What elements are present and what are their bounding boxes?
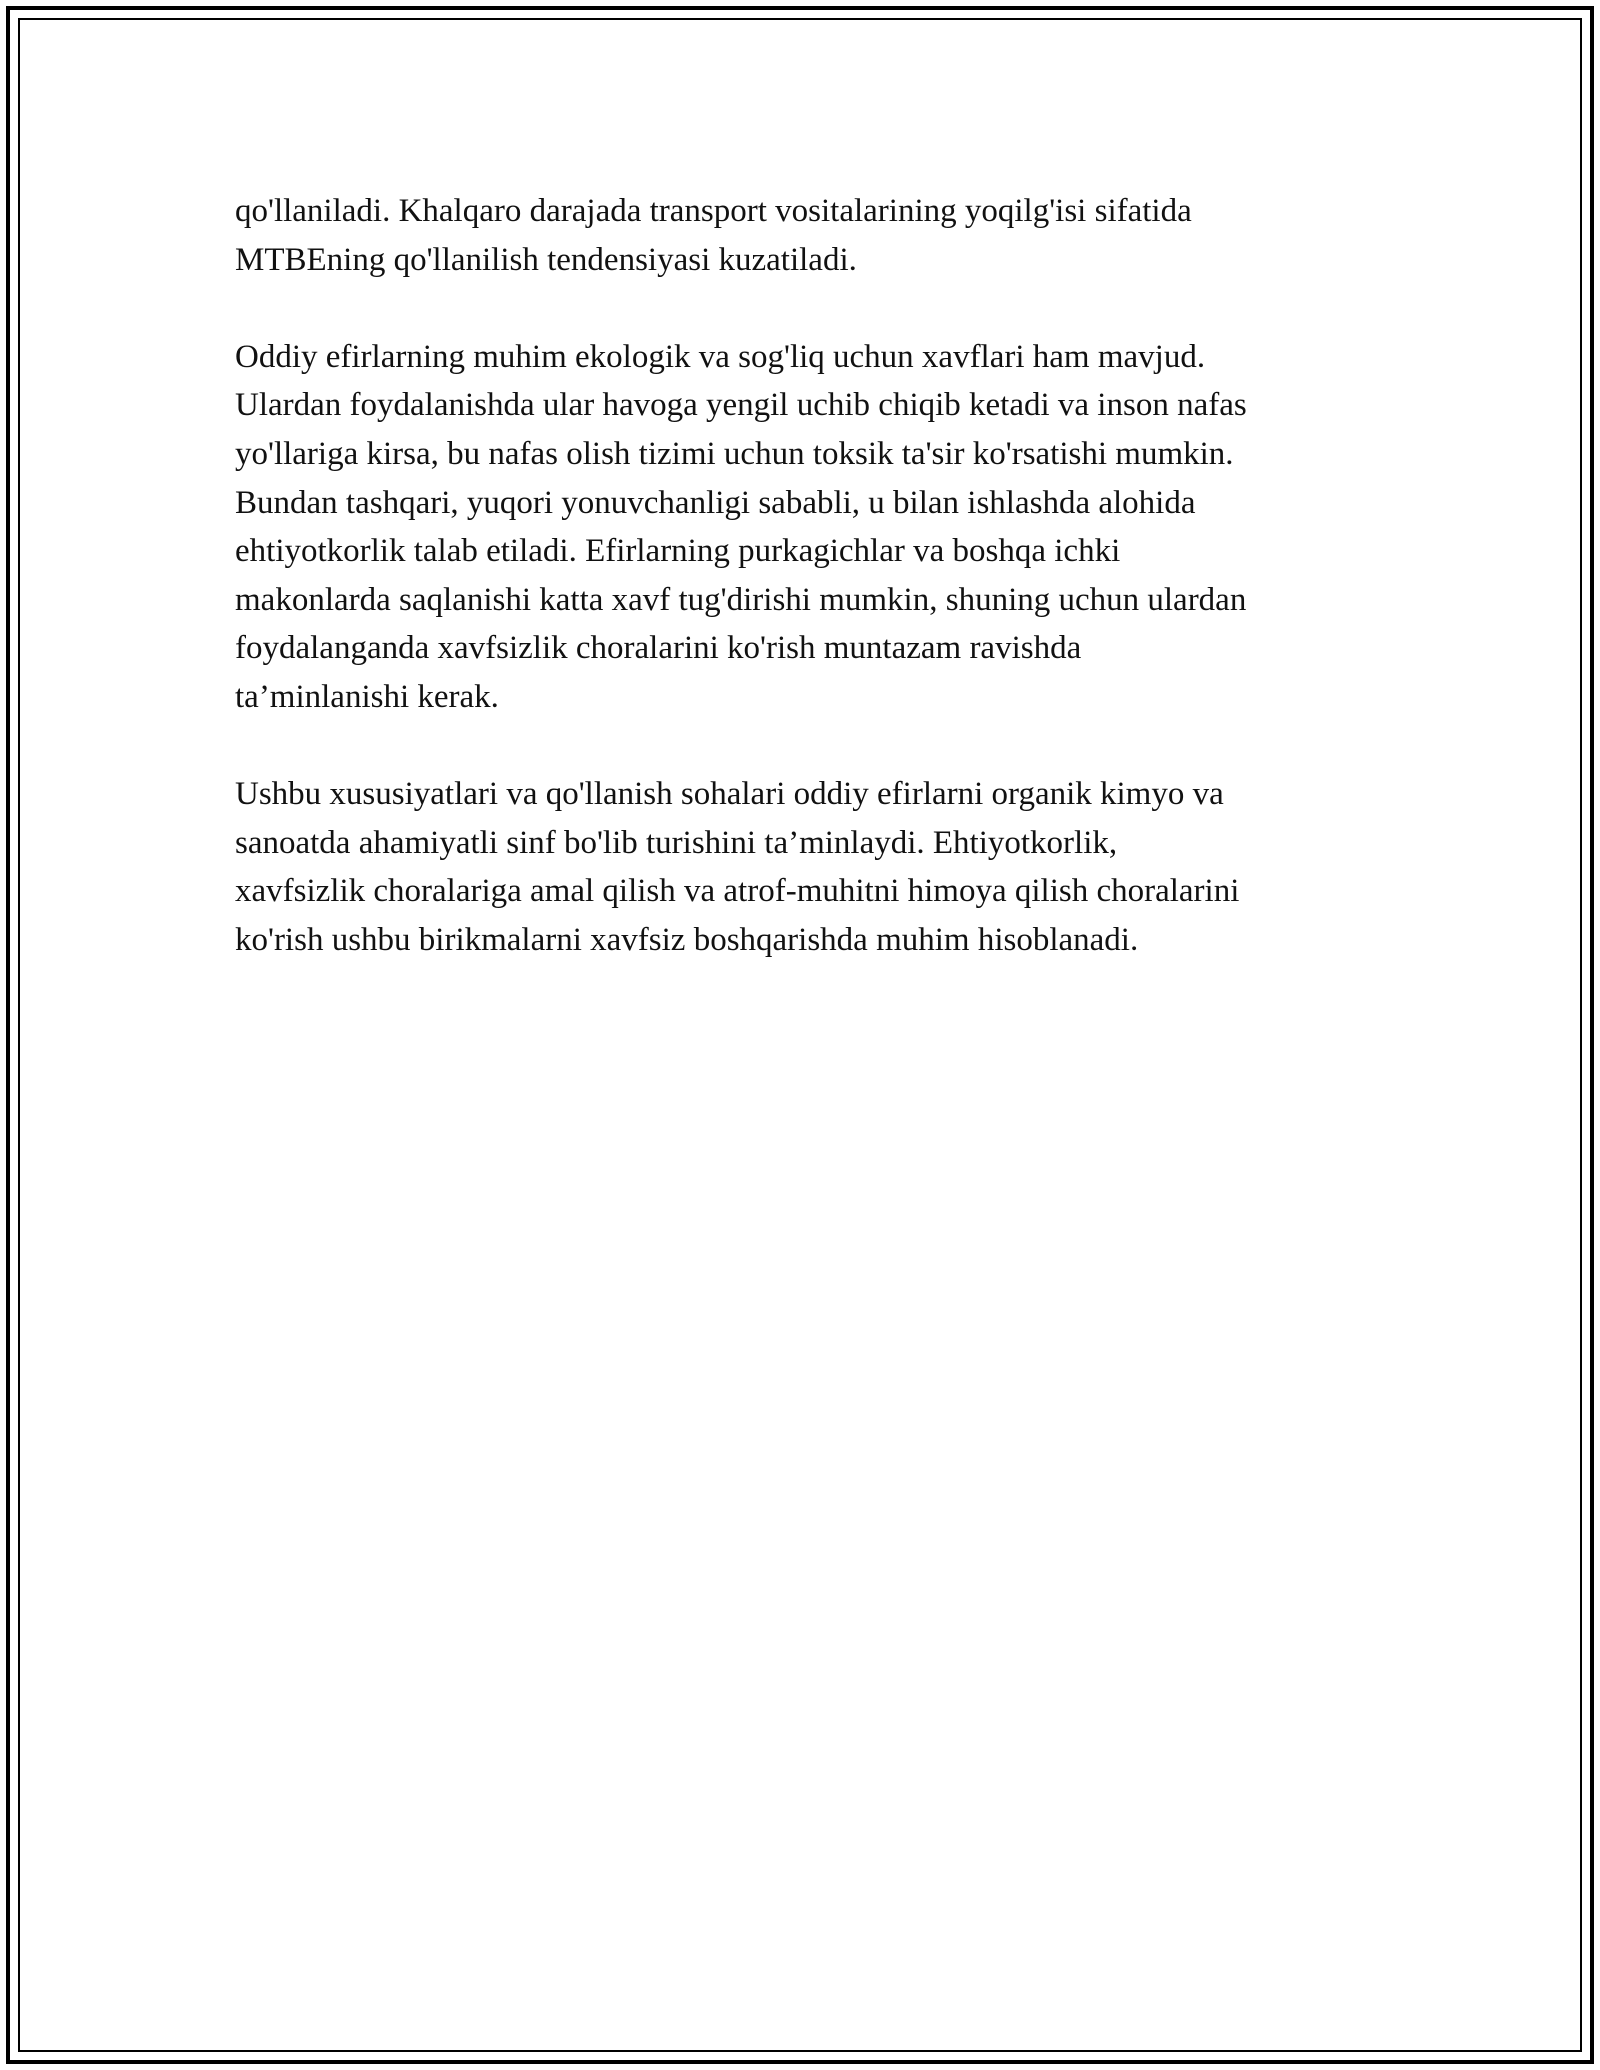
text-line: sanoatda ahamiyatli sinf bo'lib turishini ta’minlaydi. Ehtiyotkorlik, (235, 824, 1118, 861)
text-line: xavfsizlik choralariga amal qilish va atrof-muhitni himoya qilish choralarini (235, 873, 1240, 910)
paragraph-2 (235, 333, 1395, 722)
text-line: Ulardan foydalanishda ular havoga yengil uchib chiqib ketadi va inson nafas (235, 387, 1247, 424)
text-line: yo'llariga kirsa, bu nafas olish tizimi uchun toksik ta'sir ko'rsatishi mumkin. (235, 435, 1234, 472)
text-line: ehtiyotkorlik talab etiladi. Efirlarning purkagichlar va boshqa ichki (235, 533, 1121, 570)
text-line: qo'llaniladi. Khalqaro darajada transport vositalarining yoqilg'isi sifatida (235, 193, 1192, 229)
text-line: ta’minlanishi kerak. (235, 678, 499, 715)
document-body (235, 187, 1395, 1013)
text-line: MTBEning qo'llanilish tendensiyasi kuzatiladi. (235, 241, 857, 278)
text-line: Oddiy efirlarning muhim ekologik va sog'liq uchun xavflari ham mavjud. (235, 338, 1206, 375)
text-line: Ushbu xususiyatlari va qo'llanish sohalari oddiy efirlarni organik kimyo va (235, 776, 1224, 813)
paragraph-3 (235, 770, 1395, 964)
text-line: foydalanganda xavfsizlik choralarini ko'rish muntazam ravishda (235, 630, 1082, 667)
paragraph-1 (235, 187, 1395, 284)
text-line: Bundan tashqari, yuqori yonuvchanligi sababli, u bilan ishlashda alohida (235, 484, 1196, 521)
text-line: makonlarda saqlanishi katta xavf tug'dirishi mumkin, shuning uchun ulardan (235, 581, 1247, 618)
text-line: ko'rish ushbu birikmalarni xavfsiz boshqarishda muhim hisoblanadi. (235, 921, 1139, 958)
